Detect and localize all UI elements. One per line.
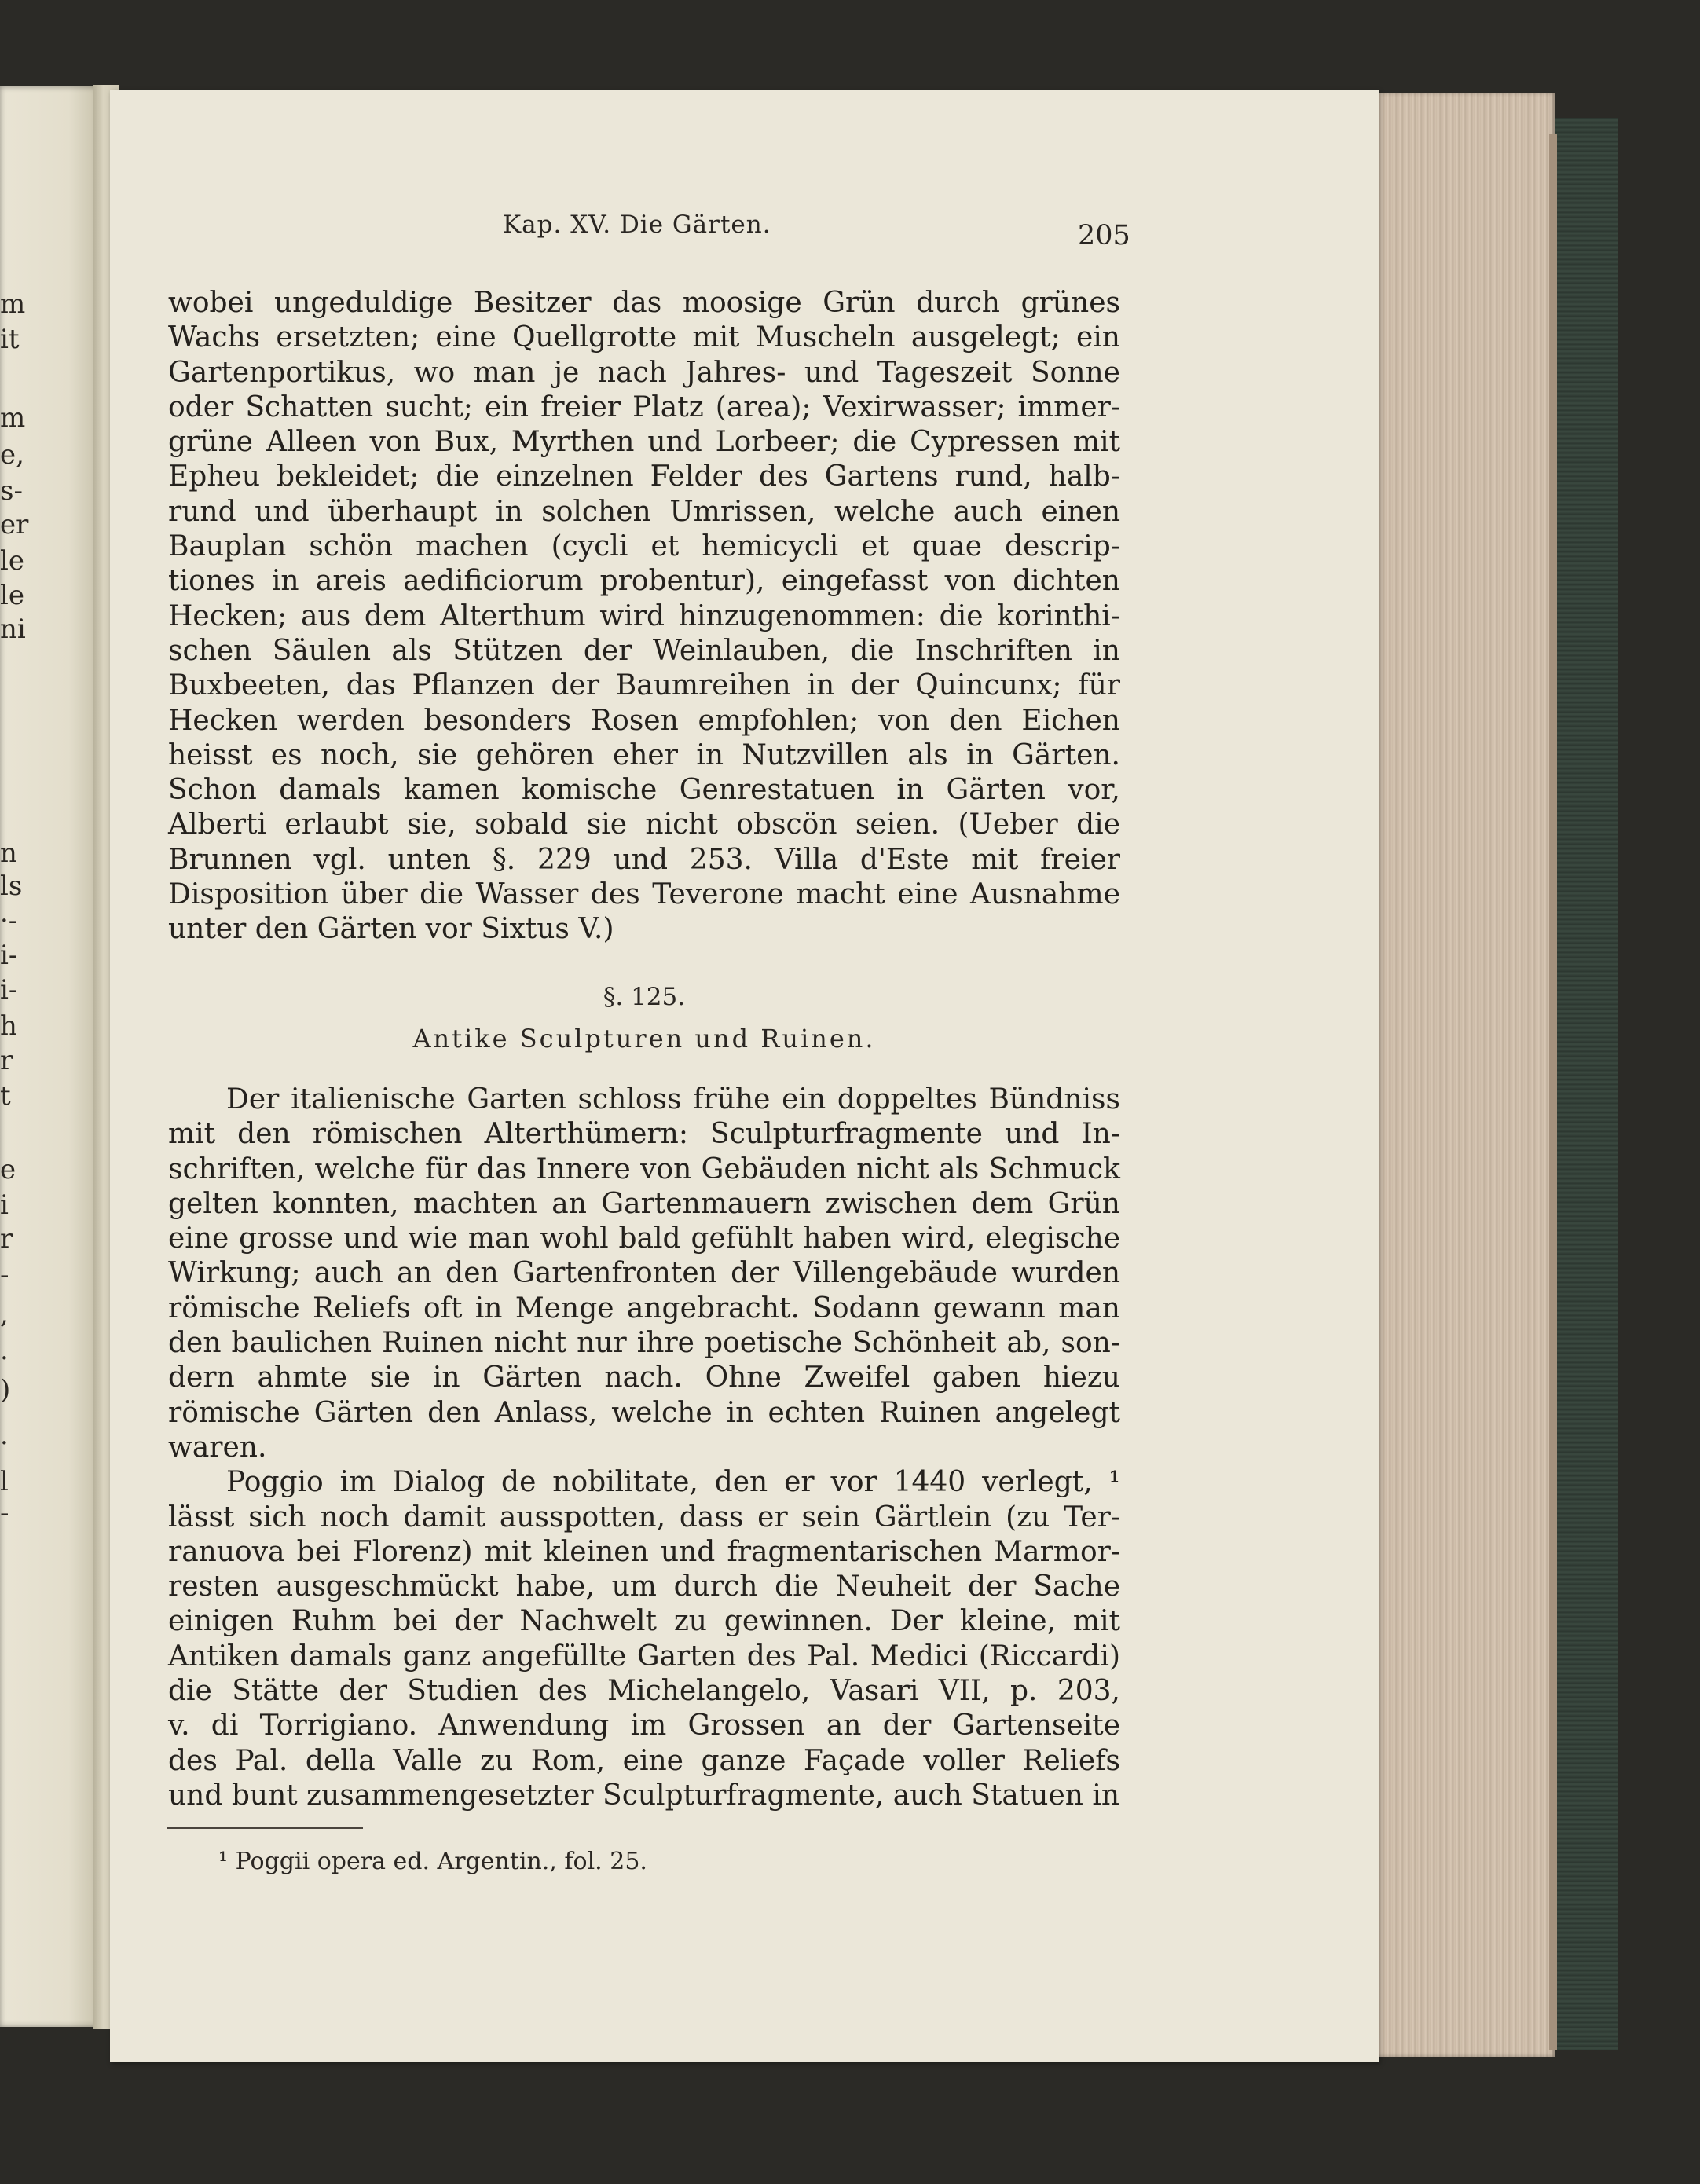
text-line: Wirkung; auch an den Gartenfronten der Villengebäude wurden [168,1257,1120,1290]
paragraph-1 [168,286,1120,947]
text-line: heisst es noch, sie gehören eher in Nutzvillen als in Gärten. [168,738,1120,771]
margin-fragment: - [0,1497,9,1529]
margin-fragment: ) [0,1374,11,1405]
text-line: den baulichen Ruinen nicht nur ihre poetische Schönheit ab, son- [168,1327,1120,1360]
text-line: Brunnen vgl. unten §. 229 und 253. Villa d'Este mit freier [168,843,1120,876]
margin-fragment: ni [0,614,26,645]
text-line: römische Gärten den Anlass, welche in echten Ruinen angelegt [168,1396,1120,1429]
text-line: Poggio im Dialog de nobilitate, den er vor 1440 verlegt, ¹ [226,1466,1120,1499]
section-number: §. 125. [603,983,686,1011]
text-line: römische Reliefs oft in Menge angebracht. Sodann gewann man [168,1292,1120,1325]
margin-fragment: er [0,509,29,541]
text-line: Schon damals kamen komische Genrestatuen in Gärten vor, [168,774,1120,807]
text-line: unter den Gärten vor Sixtus V.) [168,913,614,946]
paragraph-2 [168,1083,1120,1813]
text-line: Alberti erlaubt sie, sobald sie nicht obscön seien. (Ueber die [168,808,1120,841]
text-line: rund und überhaupt in solchen Umrissen, welche auch einen [168,495,1120,528]
text-line: eine grosse und wie man wohl bald gefühlt haben wird, elegische [168,1222,1120,1255]
text-line: Epheu bekleidet; die einzelnen Felder des Gartens rund, halb- [168,460,1120,493]
margin-fragment: h [0,1010,17,1042]
margin-fragment: it [0,324,20,355]
footnote: ¹ Poggii opera ed. Argentin., fol. 25. [218,1848,647,1875]
margin-fragment: ·- [0,905,18,936]
margin-fragment: i- [0,940,18,971]
margin-fragment: n [0,837,17,869]
left-page-margin-fragments [0,0,31,2184]
text-line: schen Säulen als Stützen der Weinlauben, die Inschriften in [168,634,1120,667]
text-line: schriften, welche für das Innere von Gebäuden nicht als Schmuck [168,1152,1120,1185]
text-line: oder Schatten sucht; ein freier Platz (area); Vexirwasser; immer- [168,390,1120,423]
margin-fragment: t [0,1080,11,1112]
text-line: Disposition über die Wasser des Teverone macht eine Ausnahme [168,878,1120,911]
text-line: Buxbeeten, das Pflanzen der Baumreihen in der Quincunx; für [168,669,1120,702]
margin-fragment: e, [0,439,24,471]
margin-fragment: le [0,580,24,611]
margin-fragment: - [0,1259,9,1291]
margin-fragment: , [0,1299,9,1330]
text-line: grüne Alleen von Bux, Myrthen und Lorbeer; die Cypressen mit [168,426,1120,459]
text-line: Hecken werden besonders Rosen empfohlen; von den Eichen [168,704,1120,737]
margin-fragment: r [0,1045,13,1076]
text-line: ranuova bei Florenz) mit kleinen und fragmentarischen Marmor- [168,1535,1120,1568]
running-header: Kap. XV. Die Gärten. [503,211,771,239]
text-line: die Stätte der Studien des Michelangelo, Vasari VII, p. 203, [168,1675,1120,1708]
section-title: Antike Sculpturen und Ruinen. [412,1024,876,1054]
text-line: Gartenportikus, wo man je nach Jahres- und Tageszeit Sonne [168,356,1120,389]
margin-fragment: l [0,1466,9,1497]
margin-fragment: · [0,1427,9,1459]
text-line: des Pal. della Valle zu Rom, eine ganze Façade voller Reliefs [168,1744,1120,1777]
footnote-rule [167,1827,363,1829]
text-line: Bauplan schön machen (cycli et hemicycli et quae descrip- [168,530,1120,563]
text-line: tiones in areis aedificiorum probentur), eingefasst von dichten [168,565,1120,598]
text-line: gelten konnten, machten an Gartenmauern zwischen dem Grün [168,1187,1120,1220]
text-line: dern ahmte sie in Gärten nach. Ohne Zweifel gaben hiezu [168,1361,1120,1394]
page-edge-shadow [1549,134,1557,2050]
text-line: Der italienische Garten schloss frühe ein doppeltes Bündniss [226,1083,1120,1116]
text-line: waren. [168,1431,267,1464]
page-number: 205 [1078,220,1130,251]
margin-fragment: m [0,402,26,434]
text-line: mit den römischen Alterthümern: Sculpturfragmente und In- [168,1118,1120,1151]
margin-fragment: ls [0,870,23,902]
text-line: Antiken damals ganz angefüllte Garten des Pal. Medici (Riccardi) [168,1640,1120,1673]
text-line: v. di Torrigiano. Anwendung im Grossen an der Gartenseite [168,1709,1120,1742]
text-line: und bunt zusammengesetzter Sculpturfragmente, auch Statuen in [168,1779,1120,1812]
text-line: Hecken; aus dem Alterthum wird hinzugenommen: die korinthi- [168,599,1120,632]
margin-fragment: i- [0,974,18,1006]
margin-fragment: e [0,1154,16,1185]
margin-fragment: m [0,288,26,320]
text-line: wobei ungeduldige Besitzer das moosige Grün durch grünes [168,287,1120,319]
text-line: lässt sich noch damit ausspotten, dass er sein Gärtlein (zu Ter- [168,1501,1120,1534]
page-edges [1367,93,1555,2057]
text-line: Wachs ersetzten; eine Quellgrotte mit Muscheln ausgelegt; ein [168,321,1120,354]
text-line: einigen Ruhm bei der Nachwelt zu gewinnen. Der kleine, mit [168,1605,1120,1638]
margin-fragment: le [0,545,24,577]
margin-fragment: . [0,1335,9,1366]
margin-fragment: s- [0,475,23,507]
text-line: resten ausgeschmückt habe, um durch die Neuheit der Sache [168,1570,1120,1603]
margin-fragment: r [0,1223,13,1255]
margin-fragment: i [0,1189,9,1221]
